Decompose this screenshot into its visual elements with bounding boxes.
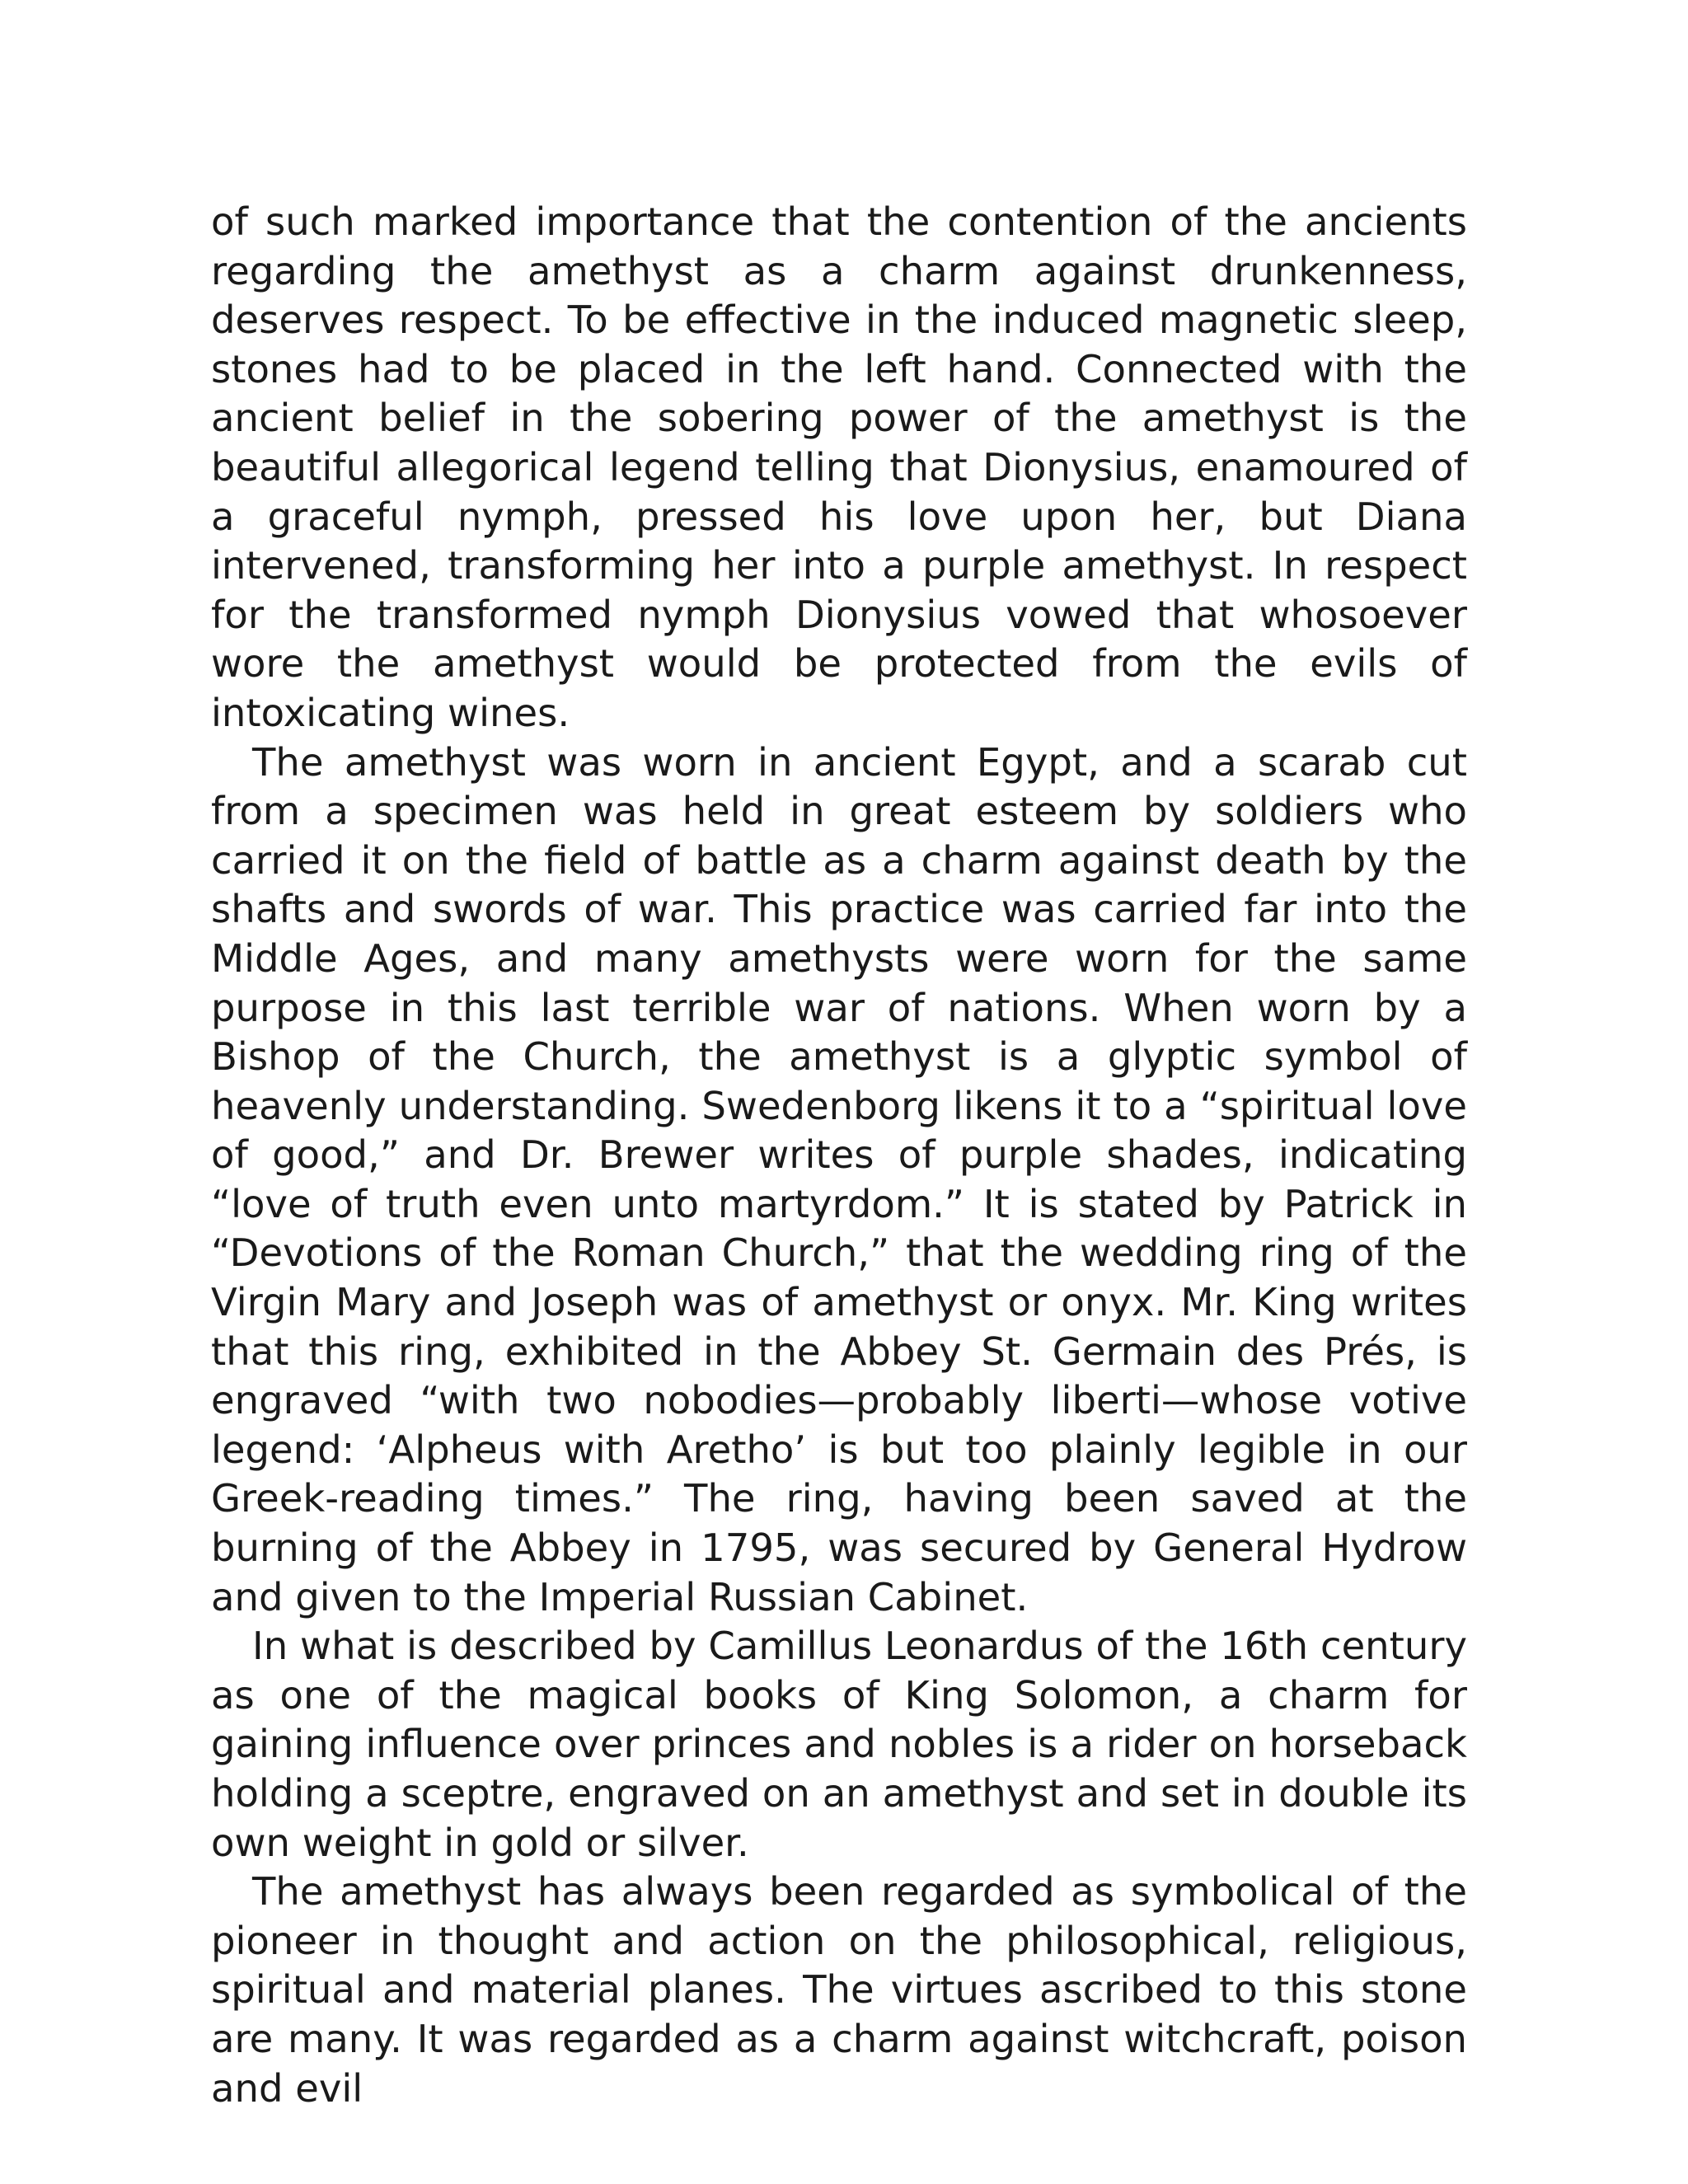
paragraph-3: In what is described by Camillus Leonardus of the 16th century as one of the magical books of King Solomon, a charm for gaining influence over princes and nobles is a rider on horseback holding a sceptre, engraved on an amethyst and set in double its own weight in gold or silver. [211, 1624, 1467, 1865]
paragraph-4: The amethyst has always been regarded as symbolical of the pioneer in thought and action on the philosophical, religious, spiritual and material planes. The virtues ascribed to this stone are many. It was regarded as a charm against witchcraft, poison and evil [211, 1869, 1467, 2111]
paragraph-1: of such marked importance that the contention of the ancients regarding the amethyst as a charm against drunkenness, deserves respect. To be effective in the induced magnetic sleep, stones had to be placed in the left hand. Connected with the ancient belief in the sobering power of the amethyst is the beautiful allegorical legend telling that Dionysius, enamoured of a graceful nymph, pressed his love upon her, but Diana intervened, transforming her into a purple amethyst. In respect for the transformed nymph Dionysius vowed that whosoever wore the amethyst would be protected from the evils of intoxicating wines. [211, 199, 1467, 735]
paragraph-2: The amethyst was worn in ancient Egypt, and a scarab cut from a specimen was held in great esteem by soldiers who carried it on the field of battle as a charm against death by the shafts and swords of war. This practice was carried far into the Middle Ages, and many amethysts were worn for the same purpose in this last terrible war of nations. When worn by a Bishop of the Church, the amethyst is a glyptic symbol of heavenly understanding. Swedenborg likens it to a “spiritual love of good,” and Dr. Brewer writes of purple shades, indicating “love of truth even unto martyrdom.” It is stated by Patrick in “Devotions of the Roman Church,” that the wedding ring of the Virgin Mary and Joseph was of amethyst or onyx. Mr. King writes that this ring, exhibited in the Abbey St. Germain des Prés, is engraved “with two nobodies—probably liberti—whose votive legend: ‘Alpheus with Aretho’ is but too plainly legible in our Greek-reading times.” The ring, having been saved at the burning of the Abbey in 1795, was secured by General Hydrow and given to the Imperial Russian Cabinet. [211, 739, 1467, 1619]
body-text [211, 198, 1467, 2113]
